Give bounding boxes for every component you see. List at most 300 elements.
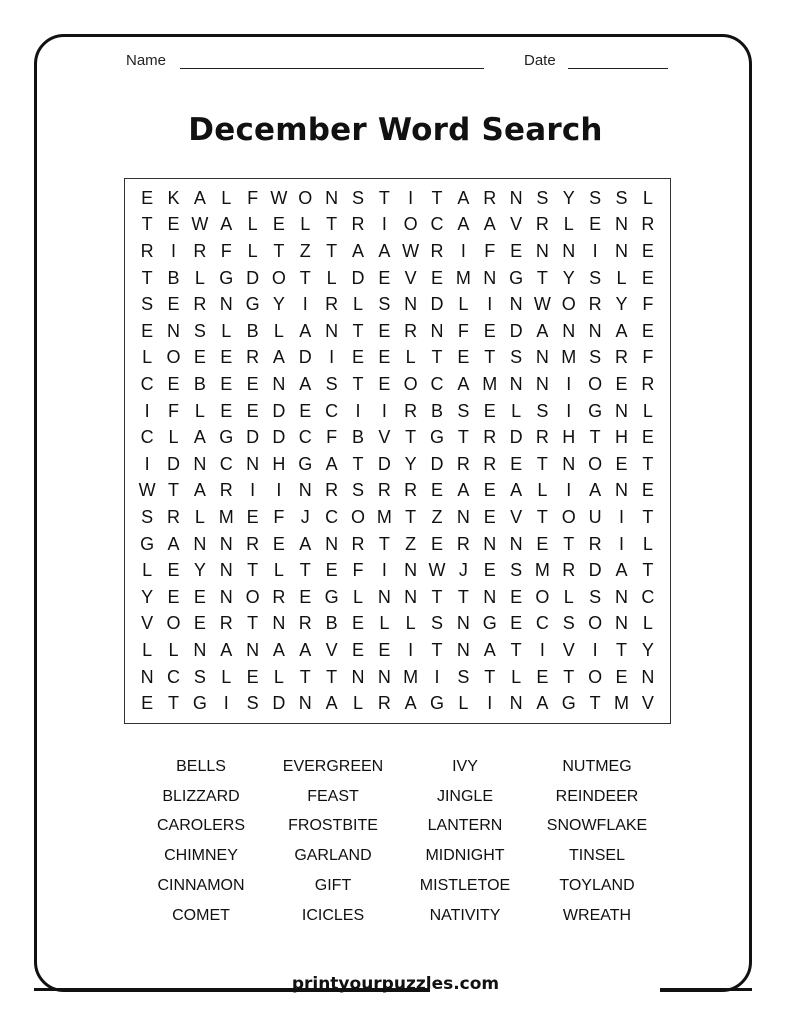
grid-letter[interactable]: L: [168, 639, 179, 660]
grid-letter[interactable]: C: [641, 586, 655, 607]
grid-letter[interactable]: I: [276, 480, 282, 501]
grid-letter[interactable]: N: [509, 693, 523, 714]
grid-letter[interactable]: E: [431, 480, 444, 501]
grid-letter[interactable]: I: [144, 453, 150, 474]
grid-letter[interactable]: V: [562, 639, 575, 660]
grid-letter[interactable]: R: [351, 214, 365, 235]
grid-letter[interactable]: Z: [405, 533, 417, 554]
grid-letter[interactable]: L: [352, 586, 363, 607]
grid-letter[interactable]: W: [191, 214, 209, 235]
grid-letter[interactable]: I: [144, 400, 150, 421]
grid-letter[interactable]: N: [509, 533, 523, 554]
grid-letter[interactable]: L: [537, 480, 548, 501]
grid-letter[interactable]: G: [219, 427, 234, 448]
grid-letter[interactable]: T: [168, 480, 180, 501]
grid-letter[interactable]: F: [168, 400, 180, 421]
grid-letter[interactable]: C: [140, 373, 154, 394]
grid-letter[interactable]: R: [377, 693, 391, 714]
date-field-line[interactable]: [568, 68, 668, 69]
grid-letter[interactable]: D: [298, 347, 312, 368]
grid-letter[interactable]: T: [457, 586, 469, 607]
grid-letter[interactable]: A: [536, 320, 549, 341]
grid-letter[interactable]: T: [563, 533, 575, 554]
grid-letter[interactable]: S: [510, 347, 523, 368]
grid-letter[interactable]: R: [193, 294, 207, 315]
grid-letter[interactable]: O: [245, 586, 260, 607]
grid-letter[interactable]: A: [325, 453, 338, 474]
grid-letter[interactable]: N: [614, 586, 628, 607]
grid-letter[interactable]: Z: [299, 240, 311, 261]
grid-letter[interactable]: N: [298, 693, 312, 714]
grid-letter[interactable]: T: [352, 373, 364, 394]
grid-letter[interactable]: E: [141, 320, 154, 341]
grid-letter[interactable]: E: [272, 533, 285, 554]
grid-letter[interactable]: D: [377, 453, 391, 474]
grid-letter[interactable]: M: [218, 506, 234, 527]
grid-letter[interactable]: A: [457, 214, 470, 235]
grid-letter[interactable]: R: [535, 214, 549, 235]
grid-letter[interactable]: G: [324, 586, 339, 607]
grid-letter[interactable]: N: [509, 294, 523, 315]
grid-letter[interactable]: N: [614, 214, 628, 235]
grid-letter[interactable]: A: [299, 320, 312, 341]
grid-letter[interactable]: F: [642, 294, 654, 315]
grid-letter[interactable]: I: [487, 693, 493, 714]
grid-letter[interactable]: R: [246, 533, 260, 554]
grid-letter[interactable]: L: [194, 400, 205, 421]
grid-letter[interactable]: N: [483, 533, 497, 554]
grid-letter[interactable]: S: [246, 693, 259, 714]
grid-letter[interactable]: F: [220, 240, 232, 261]
grid-letter[interactable]: M: [613, 693, 629, 714]
grid-letter[interactable]: D: [509, 320, 523, 341]
grid-letter[interactable]: N: [167, 320, 181, 341]
grid-letter[interactable]: R: [325, 294, 339, 315]
grid-letter[interactable]: F: [484, 240, 496, 261]
grid-letter[interactable]: E: [246, 506, 259, 527]
grid-letter[interactable]: N: [219, 294, 233, 315]
grid-letter[interactable]: G: [509, 267, 524, 288]
grid-letter[interactable]: A: [615, 320, 628, 341]
grid-letter[interactable]: I: [460, 240, 466, 261]
grid-letter[interactable]: N: [614, 400, 628, 421]
grid-letter[interactable]: I: [381, 400, 387, 421]
grid-letter[interactable]: E: [536, 666, 549, 687]
grid-letter[interactable]: E: [536, 533, 549, 554]
grid-letter[interactable]: E: [193, 613, 206, 634]
grid-letter[interactable]: E: [483, 400, 496, 421]
grid-letter[interactable]: B: [325, 613, 338, 634]
grid-letter[interactable]: E: [457, 347, 470, 368]
grid-letter[interactable]: R: [641, 373, 655, 394]
grid-letter[interactable]: C: [219, 453, 233, 474]
grid-letter[interactable]: N: [456, 506, 470, 527]
grid-letter[interactable]: M: [376, 506, 392, 527]
grid-letter[interactable]: N: [588, 320, 602, 341]
grid-letter[interactable]: R: [377, 480, 391, 501]
grid-letter[interactable]: N: [193, 453, 207, 474]
grid-letter[interactable]: B: [193, 373, 206, 394]
grid-letter[interactable]: A: [299, 639, 312, 660]
grid-letter[interactable]: R: [562, 560, 576, 581]
grid-letter[interactable]: N: [641, 666, 655, 687]
grid-letter[interactable]: R: [588, 294, 602, 315]
grid-letter[interactable]: L: [563, 214, 574, 235]
grid-letter[interactable]: E: [641, 320, 654, 341]
grid-letter[interactable]: R: [483, 453, 497, 474]
grid-letter[interactable]: A: [351, 240, 364, 261]
grid-letter[interactable]: C: [140, 427, 154, 448]
grid-letter[interactable]: G: [588, 400, 603, 421]
grid-letter[interactable]: D: [588, 560, 602, 581]
grid-letter[interactable]: Y: [141, 586, 154, 607]
grid-letter[interactable]: C: [430, 373, 444, 394]
grid-letter[interactable]: A: [193, 187, 206, 208]
grid-letter[interactable]: B: [246, 320, 259, 341]
grid-letter[interactable]: E: [299, 400, 312, 421]
grid-letter[interactable]: J: [300, 506, 310, 527]
grid-letter[interactable]: I: [566, 480, 572, 501]
grid-letter[interactable]: N: [456, 639, 470, 660]
grid-letter[interactable]: R: [456, 453, 470, 474]
grid-letter[interactable]: R: [298, 613, 312, 634]
grid-letter[interactable]: R: [219, 480, 233, 501]
grid-letter[interactable]: R: [535, 427, 549, 448]
grid-letter[interactable]: D: [272, 693, 286, 714]
grid-letter[interactable]: U: [588, 506, 602, 527]
grid-letter[interactable]: T: [536, 453, 548, 474]
grid-letter[interactable]: R: [219, 613, 233, 634]
grid-letter[interactable]: E: [246, 666, 259, 687]
grid-letter[interactable]: N: [535, 347, 549, 368]
grid-letter[interactable]: H: [562, 427, 576, 448]
grid-letter[interactable]: T: [431, 586, 443, 607]
grid-letter[interactable]: N: [377, 586, 391, 607]
grid-letter[interactable]: I: [381, 560, 387, 581]
grid-letter[interactable]: E: [141, 693, 154, 714]
grid-letter[interactable]: Y: [404, 453, 417, 474]
grid-letter[interactable]: C: [430, 214, 444, 235]
grid-letter[interactable]: I: [408, 639, 414, 660]
grid-letter[interactable]: L: [352, 693, 363, 714]
grid-letter[interactable]: L: [300, 214, 311, 235]
grid-letter[interactable]: T: [642, 560, 654, 581]
grid-letter[interactable]: G: [482, 613, 497, 634]
grid-letter[interactable]: R: [193, 240, 207, 261]
grid-letter[interactable]: S: [589, 267, 602, 288]
grid-letter[interactable]: E: [510, 453, 523, 474]
grid-letter[interactable]: I: [329, 347, 335, 368]
grid-letter[interactable]: L: [142, 347, 153, 368]
grid-letter[interactable]: E: [483, 506, 496, 527]
grid-letter[interactable]: T: [247, 613, 259, 634]
grid-letter[interactable]: F: [273, 506, 285, 527]
grid-letter[interactable]: I: [171, 240, 177, 261]
grid-letter[interactable]: R: [404, 400, 418, 421]
grid-letter[interactable]: E: [193, 586, 206, 607]
grid-letter[interactable]: T: [299, 666, 311, 687]
grid-letter[interactable]: S: [431, 613, 444, 634]
grid-letter[interactable]: I: [434, 666, 440, 687]
grid-letter[interactable]: T: [405, 427, 417, 448]
grid-letter[interactable]: D: [430, 294, 444, 315]
grid-letter[interactable]: T: [141, 214, 153, 235]
grid-letter[interactable]: I: [408, 187, 414, 208]
grid-letter[interactable]: Y: [272, 294, 285, 315]
grid-letter[interactable]: L: [458, 693, 469, 714]
grid-letter[interactable]: R: [483, 187, 497, 208]
grid-letter[interactable]: E: [510, 613, 523, 634]
grid-letter[interactable]: N: [483, 586, 497, 607]
grid-letter[interactable]: A: [220, 639, 233, 660]
grid-letter[interactable]: N: [140, 666, 154, 687]
grid-letter[interactable]: O: [561, 294, 576, 315]
grid-letter[interactable]: G: [140, 533, 155, 554]
grid-letter[interactable]: L: [642, 533, 653, 554]
grid-letter[interactable]: E: [378, 267, 391, 288]
grid-letter[interactable]: T: [326, 240, 338, 261]
grid-letter[interactable]: H: [614, 427, 628, 448]
grid-letter[interactable]: A: [378, 240, 391, 261]
grid-letter[interactable]: N: [193, 533, 207, 554]
grid-letter[interactable]: T: [378, 533, 390, 554]
grid-letter[interactable]: T: [326, 666, 338, 687]
grid-letter[interactable]: S: [589, 586, 602, 607]
grid-letter[interactable]: A: [193, 480, 206, 501]
grid-letter[interactable]: I: [618, 506, 624, 527]
grid-letter[interactable]: G: [298, 453, 313, 474]
grid-letter[interactable]: S: [536, 187, 549, 208]
grid-letter[interactable]: I: [618, 533, 624, 554]
grid-letter[interactable]: E: [378, 320, 391, 341]
grid-letter[interactable]: T: [615, 639, 627, 660]
grid-letter[interactable]: R: [404, 320, 418, 341]
grid-letter[interactable]: L: [247, 240, 258, 261]
grid-letter[interactable]: T: [273, 240, 285, 261]
grid-letter[interactable]: N: [272, 613, 286, 634]
grid-letter[interactable]: M: [534, 560, 550, 581]
grid-letter[interactable]: N: [509, 187, 523, 208]
grid-letter[interactable]: T: [642, 506, 654, 527]
grid-letter[interactable]: N: [404, 560, 418, 581]
grid-letter[interactable]: R: [430, 240, 444, 261]
grid-letter[interactable]: I: [566, 400, 572, 421]
grid-letter[interactable]: Y: [562, 187, 575, 208]
grid-letter[interactable]: Y: [615, 294, 628, 315]
grid-letter[interactable]: E: [193, 347, 206, 368]
grid-letter[interactable]: N: [298, 480, 312, 501]
grid-letter[interactable]: M: [403, 666, 419, 687]
grid-letter[interactable]: S: [536, 400, 549, 421]
grid-letter[interactable]: O: [561, 506, 576, 527]
grid-letter[interactable]: N: [193, 639, 207, 660]
grid-letter[interactable]: S: [589, 187, 602, 208]
grid-letter[interactable]: A: [483, 639, 496, 660]
grid-letter[interactable]: T: [326, 214, 338, 235]
grid-letter[interactable]: V: [325, 639, 338, 660]
grid-letter[interactable]: L: [616, 267, 627, 288]
grid-letter[interactable]: N: [351, 666, 365, 687]
grid-letter[interactable]: A: [589, 480, 602, 501]
grid-letter[interactable]: S: [141, 294, 154, 315]
grid-letter[interactable]: L: [221, 320, 232, 341]
grid-letter[interactable]: N: [219, 586, 233, 607]
grid-letter[interactable]: D: [272, 427, 286, 448]
grid-letter[interactable]: O: [271, 267, 286, 288]
grid-letter[interactable]: N: [562, 320, 576, 341]
grid-letter[interactable]: E: [246, 373, 259, 394]
grid-letter[interactable]: T: [484, 666, 496, 687]
grid-letter[interactable]: R: [272, 586, 286, 607]
grid-letter[interactable]: E: [431, 533, 444, 554]
grid-letter[interactable]: I: [302, 294, 308, 315]
grid-letter[interactable]: T: [536, 506, 548, 527]
grid-letter[interactable]: G: [430, 693, 445, 714]
grid-letter[interactable]: L: [273, 666, 284, 687]
grid-letter[interactable]: N: [562, 453, 576, 474]
grid-letter[interactable]: E: [220, 347, 233, 368]
grid-letter[interactable]: N: [219, 533, 233, 554]
grid-letter[interactable]: A: [615, 560, 628, 581]
grid-letter[interactable]: L: [168, 427, 179, 448]
grid-letter[interactable]: G: [561, 693, 576, 714]
grid-letter[interactable]: Y: [193, 560, 206, 581]
grid-letter[interactable]: I: [355, 400, 361, 421]
grid-letter[interactable]: D: [246, 267, 260, 288]
grid-letter[interactable]: N: [614, 480, 628, 501]
grid-letter[interactable]: D: [272, 400, 286, 421]
grid-letter[interactable]: Y: [562, 267, 575, 288]
grid-letter[interactable]: O: [403, 373, 418, 394]
grid-letter[interactable]: E: [167, 373, 180, 394]
grid-letter[interactable]: R: [483, 427, 497, 448]
grid-letter[interactable]: L: [326, 267, 337, 288]
grid-letter[interactable]: H: [272, 453, 286, 474]
grid-letter[interactable]: O: [588, 613, 603, 634]
grid-letter[interactable]: R: [588, 533, 602, 554]
grid-letter[interactable]: N: [456, 613, 470, 634]
grid-letter[interactable]: I: [539, 639, 545, 660]
grid-letter[interactable]: F: [642, 347, 654, 368]
grid-letter[interactable]: T: [589, 693, 601, 714]
grid-letter[interactable]: I: [592, 639, 598, 660]
grid-letter[interactable]: M: [561, 347, 577, 368]
grid-letter[interactable]: O: [588, 373, 603, 394]
grid-letter[interactable]: Y: [641, 639, 654, 660]
grid-letter[interactable]: T: [484, 347, 496, 368]
grid-letter[interactable]: E: [510, 240, 523, 261]
grid-letter[interactable]: N: [535, 373, 549, 394]
grid-letter[interactable]: L: [379, 613, 390, 634]
grid-letter[interactable]: R: [140, 240, 154, 261]
grid-letter[interactable]: C: [535, 613, 549, 634]
grid-letter[interactable]: F: [352, 560, 364, 581]
grid-letter[interactable]: L: [194, 267, 205, 288]
grid-letter[interactable]: D: [430, 453, 444, 474]
grid-letter[interactable]: G: [430, 427, 445, 448]
grid-letter[interactable]: S: [325, 373, 338, 394]
grid-letter[interactable]: T: [589, 427, 601, 448]
grid-letter[interactable]: I: [250, 480, 256, 501]
grid-letter[interactable]: N: [404, 586, 418, 607]
grid-letter[interactable]: A: [299, 373, 312, 394]
grid-letter[interactable]: E: [615, 373, 628, 394]
grid-letter[interactable]: O: [535, 586, 550, 607]
grid-letter[interactable]: E: [325, 560, 338, 581]
grid-letter[interactable]: C: [325, 400, 339, 421]
grid-letter[interactable]: A: [220, 214, 233, 235]
grid-letter[interactable]: I: [223, 693, 229, 714]
grid-letter[interactable]: E: [641, 240, 654, 261]
grid-letter[interactable]: A: [325, 693, 338, 714]
grid-letter[interactable]: L: [405, 347, 416, 368]
grid-letter[interactable]: L: [642, 400, 653, 421]
grid-letter[interactable]: N: [246, 453, 260, 474]
grid-letter[interactable]: N: [430, 320, 444, 341]
grid-letter[interactable]: A: [193, 427, 206, 448]
grid-letter[interactable]: T: [405, 506, 417, 527]
grid-letter[interactable]: B: [351, 427, 364, 448]
grid-letter[interactable]: I: [566, 373, 572, 394]
grid-letter[interactable]: W: [138, 480, 156, 501]
grid-letter[interactable]: T: [431, 187, 443, 208]
grid-letter[interactable]: S: [141, 506, 154, 527]
grid-letter[interactable]: N: [325, 533, 339, 554]
grid-letter[interactable]: N: [325, 187, 339, 208]
grid-letter[interactable]: D: [351, 267, 365, 288]
grid-letter[interactable]: V: [404, 267, 417, 288]
grid-letter[interactable]: L: [642, 187, 653, 208]
grid-letter[interactable]: L: [142, 560, 153, 581]
grid-letter[interactable]: L: [221, 187, 232, 208]
grid-letter[interactable]: A: [457, 373, 470, 394]
grid-letter[interactable]: F: [247, 187, 259, 208]
grid-letter[interactable]: E: [299, 586, 312, 607]
grid-letter[interactable]: O: [350, 506, 365, 527]
grid-letter[interactable]: F: [457, 320, 469, 341]
grid-letter[interactable]: E: [483, 320, 496, 341]
grid-letter[interactable]: E: [641, 480, 654, 501]
grid-letter[interactable]: V: [378, 427, 391, 448]
grid-letter[interactable]: S: [351, 480, 364, 501]
grid-letter[interactable]: I: [487, 294, 493, 315]
grid-letter[interactable]: N: [535, 240, 549, 261]
grid-letter[interactable]: O: [588, 666, 603, 687]
grid-letter[interactable]: R: [167, 506, 181, 527]
grid-letter[interactable]: V: [510, 214, 523, 235]
grid-letter[interactable]: N: [272, 373, 286, 394]
grid-letter[interactable]: O: [166, 347, 181, 368]
grid-letter[interactable]: E: [615, 453, 628, 474]
grid-letter[interactable]: E: [378, 347, 391, 368]
grid-letter[interactable]: L: [563, 586, 574, 607]
grid-letter[interactable]: E: [641, 267, 654, 288]
grid-letter[interactable]: A: [272, 347, 285, 368]
grid-letter[interactable]: I: [592, 240, 598, 261]
grid-letter[interactable]: L: [273, 320, 284, 341]
grid-letter[interactable]: A: [404, 693, 417, 714]
grid-letter[interactable]: D: [509, 427, 523, 448]
grid-letter[interactable]: D: [167, 453, 181, 474]
grid-letter[interactable]: A: [457, 480, 470, 501]
grid-letter[interactable]: S: [615, 187, 628, 208]
grid-letter[interactable]: N: [246, 639, 260, 660]
grid-letter[interactable]: A: [457, 187, 470, 208]
grid-letter[interactable]: S: [562, 613, 575, 634]
grid-letter[interactable]: N: [325, 320, 339, 341]
grid-letter[interactable]: L: [511, 400, 522, 421]
grid-letter[interactable]: O: [166, 613, 181, 634]
